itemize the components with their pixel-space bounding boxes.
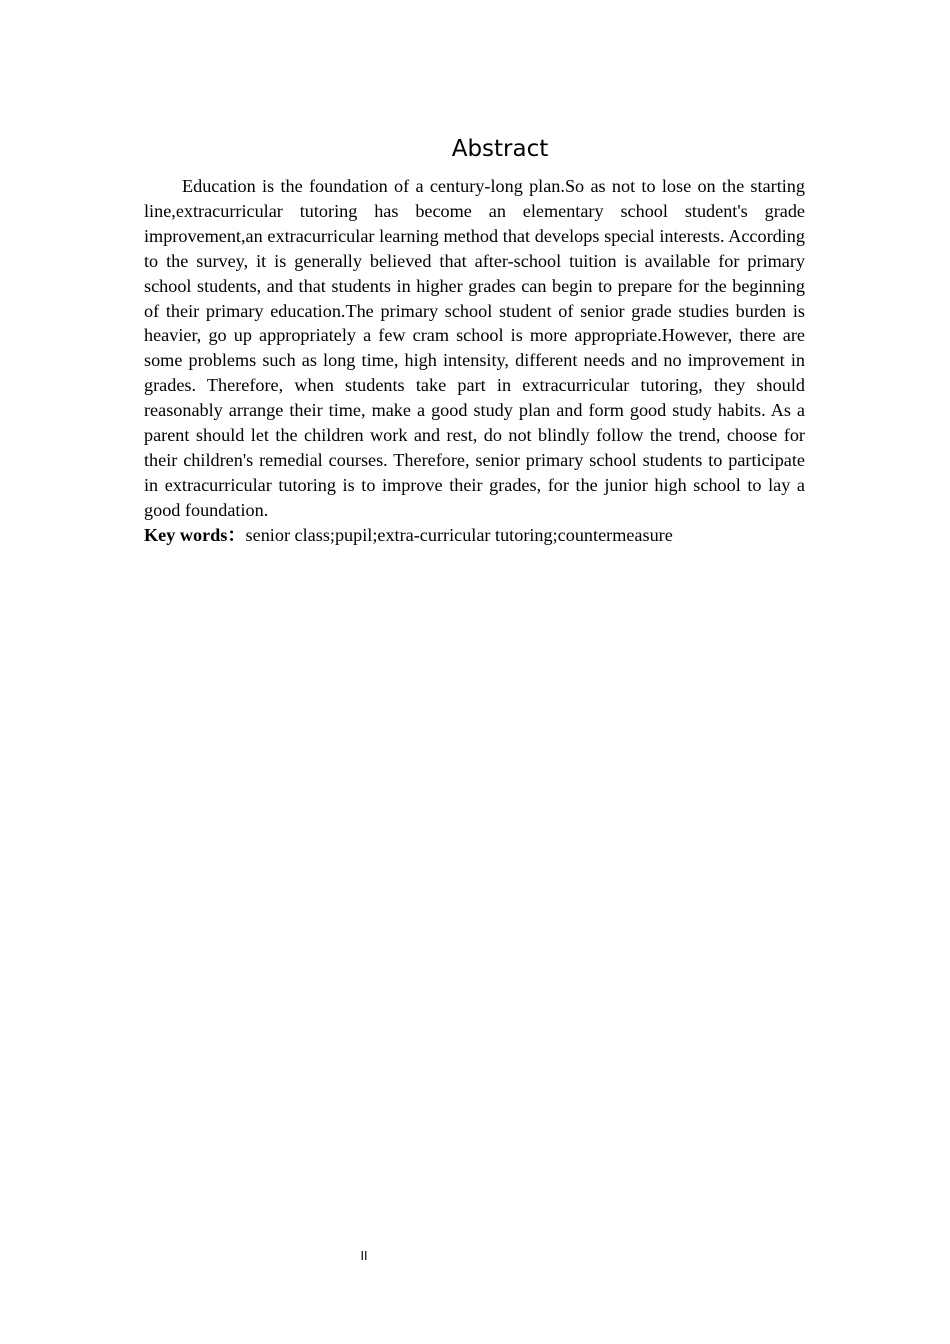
abstract-body: Education is the foundation of a century-long plan.So as not to lose on the starting line,extracurricular tutoring has become an elementary school student's grade improvement,an extracurricular learning method that develops special interests. According to the survey, it is generally believed that after-school tuition is available for primary school students, and that students in higher grades can begin to prepare for the beginning of their primary education.The primary school student of senior grade studies burden is heavier, go up appropriately a few cram school is more appropriate.However, there are some problems such as long time, high intensity, different needs and no improvement in grades. Therefore, when students take part in extracurricular tutoring, they should reasonably arrange their time, make a good study plan and form good study habits. As a parent should let the children work and rest, do not blindly follow the trend, choose for their children's remedial courses. Therefore, senior primary school students to participate in extracurricular tutoring is to improve their grades, for the junior high school to lay a good foundation. bbox=[144, 176, 805, 520]
keywords-line bbox=[144, 523, 805, 548]
abstract-title: Abstract bbox=[451, 136, 549, 162]
keywords-value: senior class;pupil;extra-curricular tutoring;countermeasure bbox=[245, 525, 673, 545]
keywords-label: Key words： bbox=[144, 525, 246, 545]
page-number: II bbox=[360, 1249, 368, 1263]
